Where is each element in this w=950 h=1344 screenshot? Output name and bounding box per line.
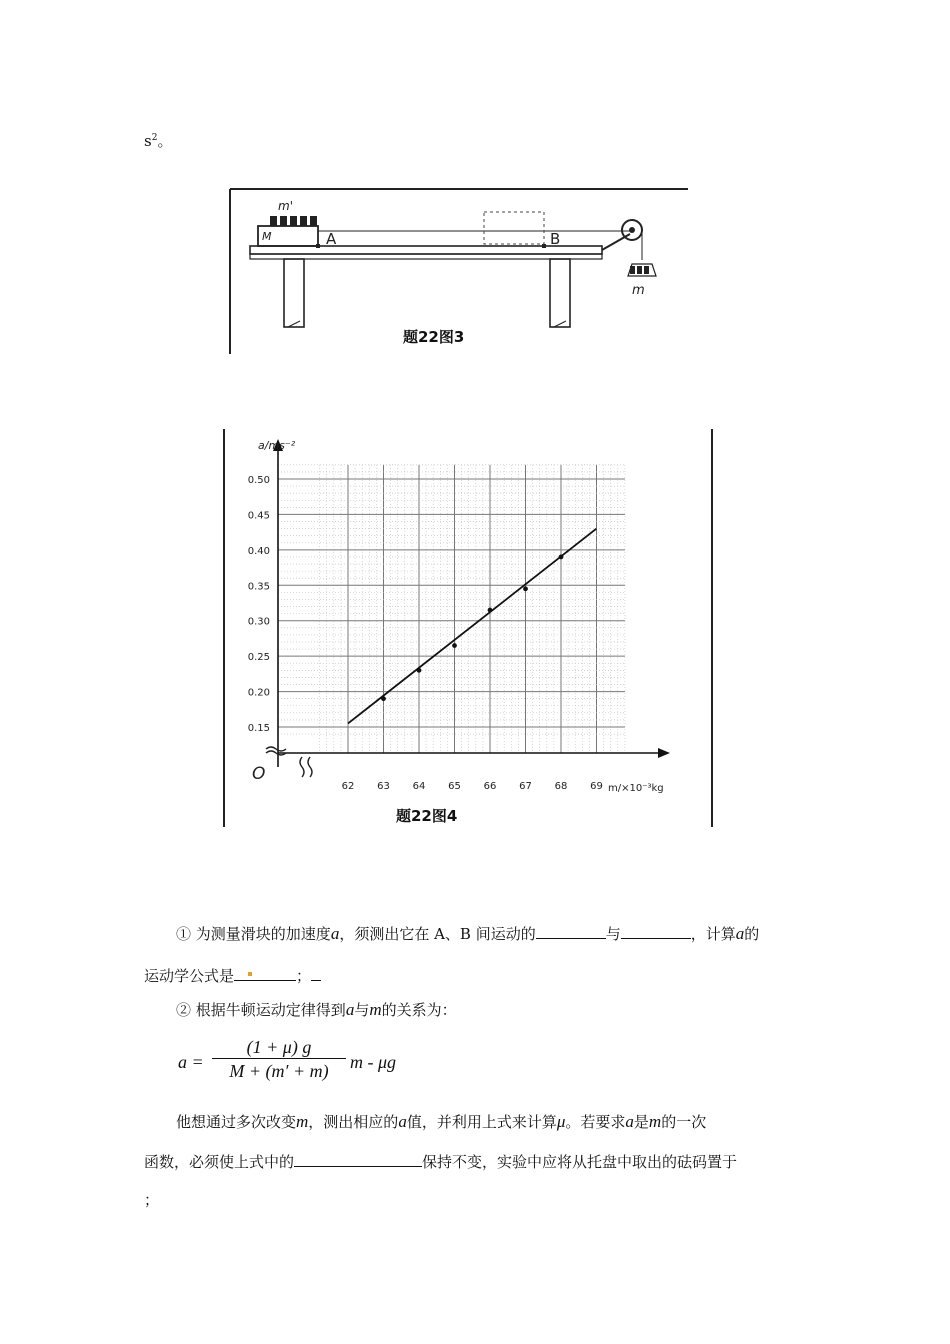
unit-s: s <box>144 132 152 150</box>
answer-blank-3-tail <box>311 966 321 981</box>
var-m: m <box>369 1000 382 1019</box>
label-m-prime: m' <box>278 199 293 213</box>
y-tick-label: 0.20 <box>247 687 270 699</box>
q1-text-5: 的 <box>744 925 760 943</box>
table-leg-right <box>550 259 570 327</box>
q1-text-3: 与 <box>605 925 621 943</box>
paragraph-line-1 <box>176 1112 706 1132</box>
figure-4-chart <box>222 427 716 829</box>
var-a: a <box>398 1112 407 1131</box>
x-tick-label: 66 <box>483 781 497 792</box>
figure-3-apparatus <box>228 186 690 354</box>
chart-tick-labels <box>248 475 603 792</box>
q2-text-1: 根据牛顿运动定律得到 <box>195 1001 346 1019</box>
y-axis-break <box>266 747 286 751</box>
var-a: a <box>735 924 745 943</box>
y-tick-label: 0.15 <box>247 723 270 734</box>
x-axis-label: m/×10⁻³kg <box>608 783 664 794</box>
para-text-3: 值，并利用上式来计算 <box>406 1113 557 1131</box>
formula-numerator: (1 + μ) g <box>246 1037 312 1057</box>
q2-mark: ② <box>176 1001 192 1019</box>
var-a: a <box>625 1112 634 1131</box>
question-1-line-1 <box>176 924 759 944</box>
leg-break-left <box>288 321 300 327</box>
var-mu: μ <box>556 1112 566 1131</box>
y-tick-label: 0.30 <box>247 616 270 628</box>
pulley-bracket <box>602 234 630 250</box>
q1-text-2: ，须测出它在 A、B 间运动的 <box>339 925 536 943</box>
q1-line-2-text: 运动学公式是 <box>144 967 235 985</box>
var-m: m <box>296 1112 309 1131</box>
label-m: m <box>632 283 645 298</box>
answer-blank-4[interactable] <box>294 1152 422 1167</box>
para-text-2: ，测出相应的 <box>308 1113 399 1131</box>
unit-tail: 。 <box>157 132 173 150</box>
answer-blank-1[interactable] <box>536 924 606 939</box>
q1-end: ； <box>296 967 312 985</box>
unit-exponent: 2 <box>151 133 158 143</box>
data-point <box>523 586 528 591</box>
q2-text-3: 的关系为： <box>381 1001 457 1019</box>
para-line-2b: 保持不变，实验中应将从托盘中取出的砝码置于 <box>422 1153 738 1171</box>
x-tick-label: 69 <box>590 781 603 792</box>
x-tick-label: 68 <box>554 781 568 792</box>
paragraph-line-3 <box>144 1190 159 1210</box>
formula-rhs: m - μg <box>350 1052 397 1072</box>
q1-mark: ① <box>176 925 192 943</box>
label-M: M <box>262 230 272 243</box>
x-tick-label: 64 <box>412 781 426 792</box>
y-tick-label: 0.50 <box>247 475 270 486</box>
x-tick-label: 65 <box>448 781 461 792</box>
para-text-4: 。若要求 <box>565 1113 626 1131</box>
q2-text-2: 与 <box>354 1001 370 1019</box>
leg-break-right <box>554 321 566 327</box>
formula-denominator: M + (m′ + m) <box>212 1058 346 1083</box>
para-end: ； <box>144 1191 160 1209</box>
figure-4-caption: 题22图4 <box>396 807 458 825</box>
question-2-line <box>176 1000 457 1020</box>
x-axis-arrow <box>658 748 670 758</box>
y-tick-label: 0.25 <box>247 652 270 664</box>
q1-text-4: ，计算 <box>690 925 736 943</box>
x-tick-label: 63 <box>377 781 390 792</box>
x-axis-break <box>300 757 304 777</box>
data-point <box>559 555 564 560</box>
chart-grid <box>278 465 625 753</box>
photogate-B <box>542 244 546 248</box>
top-unit-fragment <box>144 128 172 151</box>
paragraph-line-2 <box>144 1152 737 1172</box>
origin-label: O <box>252 764 266 784</box>
para-text-5: 是 <box>633 1113 649 1131</box>
table-leg-left <box>284 259 304 327</box>
para-line-2a: 函数，必须使上式中的 <box>144 1153 295 1171</box>
data-point <box>417 668 422 673</box>
x-axis-break-2 <box>308 757 312 777</box>
answer-blank-3[interactable] <box>234 966 296 981</box>
answer-blank-2[interactable] <box>621 924 691 939</box>
data-point <box>381 696 386 701</box>
x-tick-label: 67 <box>519 781 532 792</box>
y-tick-label: 0.45 <box>247 510 270 522</box>
figure-3-caption: 题22图3 <box>403 328 465 346</box>
hanging-weights <box>628 264 656 276</box>
data-point <box>452 643 457 648</box>
y-axis-label: a/ms⁻² <box>258 439 296 452</box>
photogate-A <box>316 244 320 248</box>
slider-final-position <box>484 212 544 244</box>
var-a: a <box>345 1000 355 1019</box>
data-point <box>488 608 493 613</box>
y-tick-label: 0.40 <box>247 545 270 557</box>
label-B: B <box>550 230 561 248</box>
weights-on-slider <box>270 216 317 226</box>
y-tick-label: 0.35 <box>247 581 270 593</box>
formula-lhs: a = <box>178 1052 204 1072</box>
var-a: a <box>330 924 340 943</box>
x-tick-label: 62 <box>341 781 355 792</box>
var-m: m <box>648 1112 662 1131</box>
q1-text-1: 为测量滑块的加速度 <box>195 925 331 943</box>
question-1-line-2 <box>144 966 321 986</box>
formula-fraction <box>212 1036 346 1083</box>
para-text-1: 他想通过多次改变 <box>176 1113 297 1131</box>
para-text-6: 的一次 <box>661 1113 707 1131</box>
label-A: A <box>326 230 337 248</box>
